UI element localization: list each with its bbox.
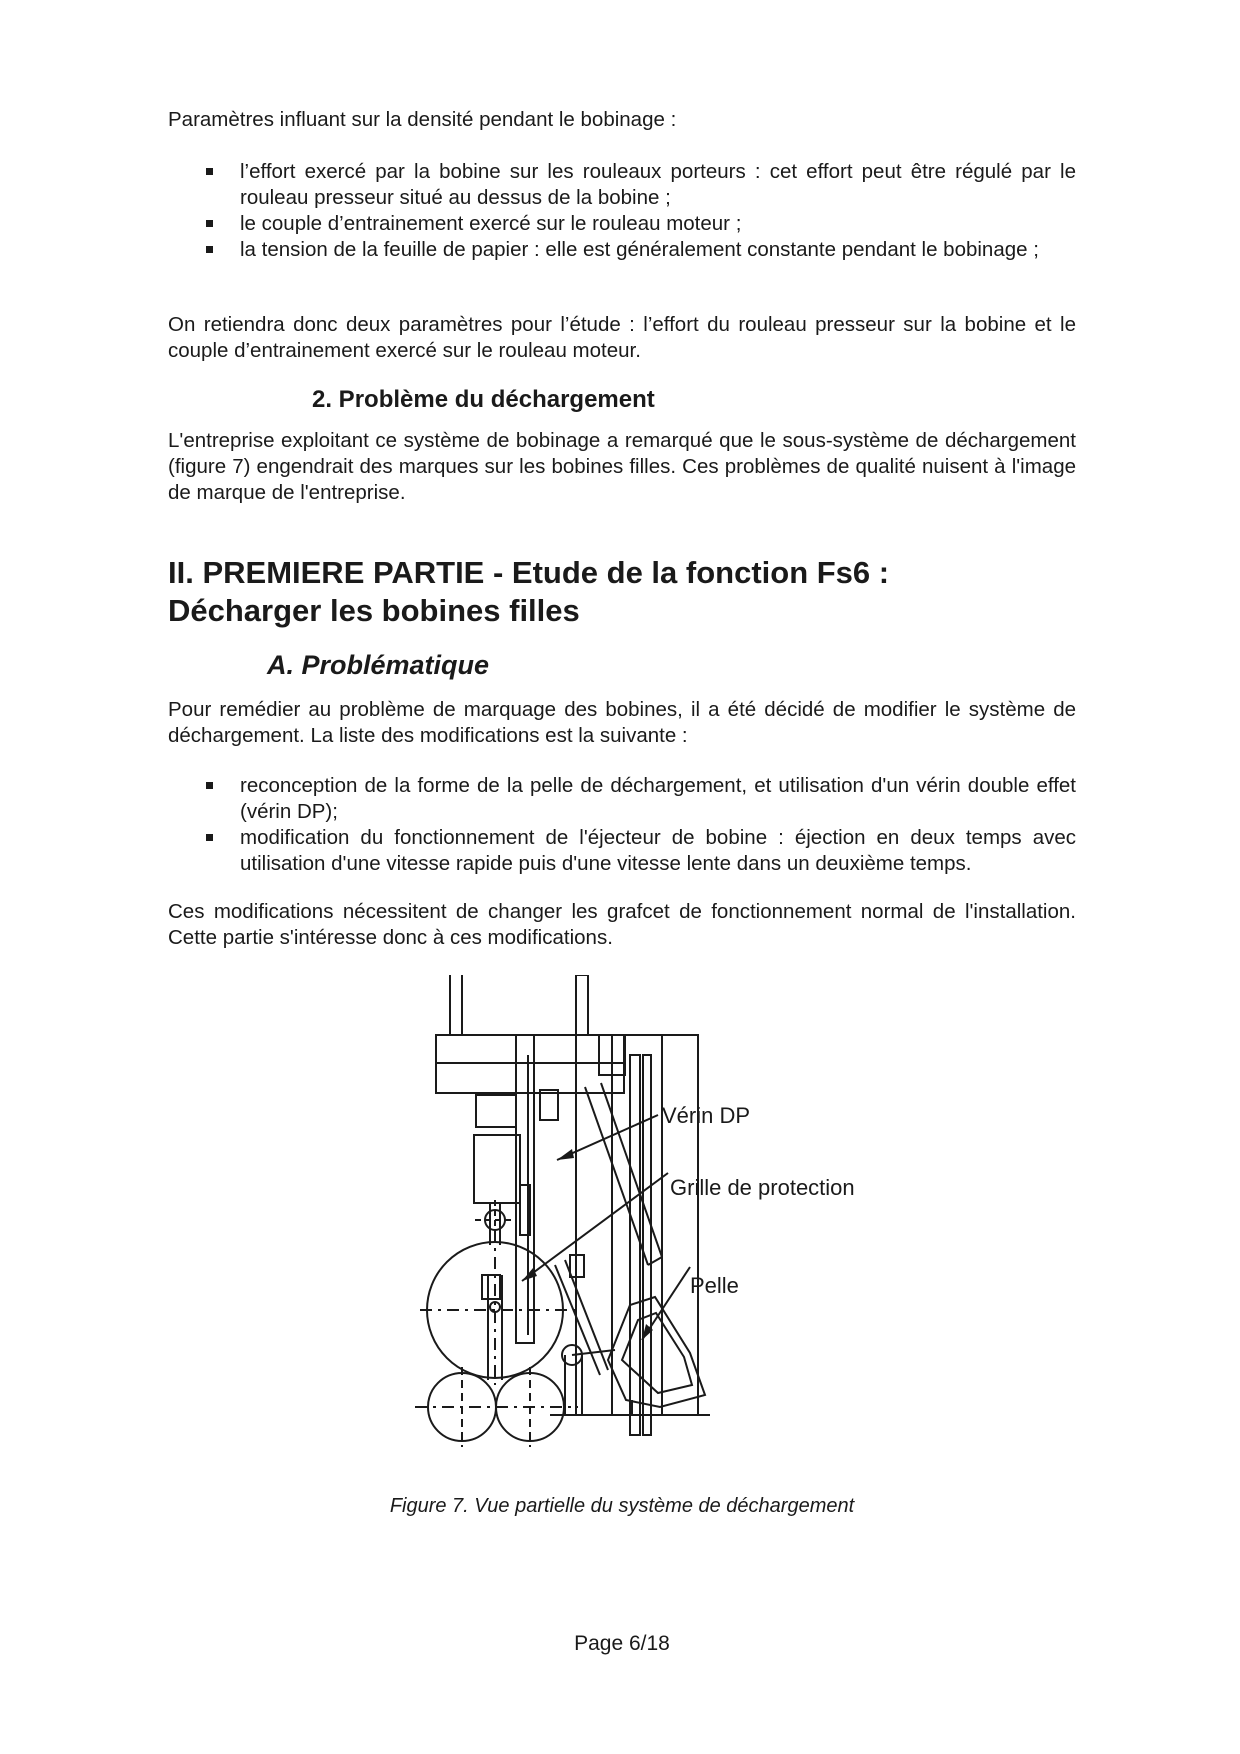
section-2-text: L'entreprise exploitant ce système de bobinage a remarqué que le sous-système de déchargement (figure 7) engendrait des marques sur les bobines filles. Ces problèmes de qualité nuisent à l'image de marque de l'entreprise. (168, 429, 1076, 504)
list-item: l’effort exercé par la bobine sur les rouleaux porteurs : cet effort peut être régulé par le rouleau presseur situé au dessus de la bobine ; (168, 159, 1076, 211)
list-item: la tension de la feuille de papier : elle est généralement constante pendant le bobinage ; (168, 237, 1076, 263)
verin-dp-label: Vérin DP (662, 1103, 751, 1128)
unloading-system-drawing (400, 975, 1000, 1485)
pelle-label: Pelle (690, 1273, 739, 1298)
grille-protection-label: Grille de protection (670, 1175, 855, 1200)
bullet-square-icon (206, 168, 213, 175)
list-item: reconception de la forme de la pelle de déchargement, et utilisation d'un vérin double effet (vérin DP); (168, 773, 1076, 825)
intro-text: Paramètres influant sur la densité pendant le bobinage : (168, 108, 677, 131)
figure-caption: Figure 7. Vue partielle du système de déchargement (389, 1495, 855, 1517)
section-2-heading: 2. Problème du déchargement (312, 386, 655, 413)
bullet-square-icon (206, 834, 213, 841)
bullet-square-icon (206, 220, 213, 227)
modifications-list (168, 773, 1076, 877)
density-parameters-list (168, 159, 1076, 263)
problematique-heading: A. Problématique (267, 650, 490, 680)
part-1-heading: II. PREMIERE PARTIE - Etude de la fonction Fs6 : Décharger les bobines filles (168, 555, 890, 628)
page-number: Page 6/18 (574, 1632, 670, 1655)
list-item: modification du fonctionnement de l'éjecteur de bobine : éjection en deux temps avec utilisation d'une vitesse rapide puis d'une vitesse lente dans un deuxième temps. (168, 825, 1076, 877)
bullet-square-icon (206, 782, 213, 789)
intro-conclusion: On retiendra donc deux paramètres pour l’étude : l’effort du rouleau presseur sur la bobine et le couple d’entrainement exercé sur le rouleau moteur. (168, 313, 1076, 362)
list-item: le couple d’entrainement exercé sur le rouleau moteur ; (168, 211, 1076, 237)
modifications-closing: Ces modifications nécessitent de changer les grafcet de fonctionnement normal de l'installation. Cette partie s'intéresse donc à ces modifications. (168, 900, 1076, 949)
problematique-text: Pour remédier au problème de marquage des bobines, il a été décidé de modifier le système de déchargement. La liste des modifications est la suivante : (168, 698, 1076, 747)
bullet-square-icon (206, 246, 213, 253)
